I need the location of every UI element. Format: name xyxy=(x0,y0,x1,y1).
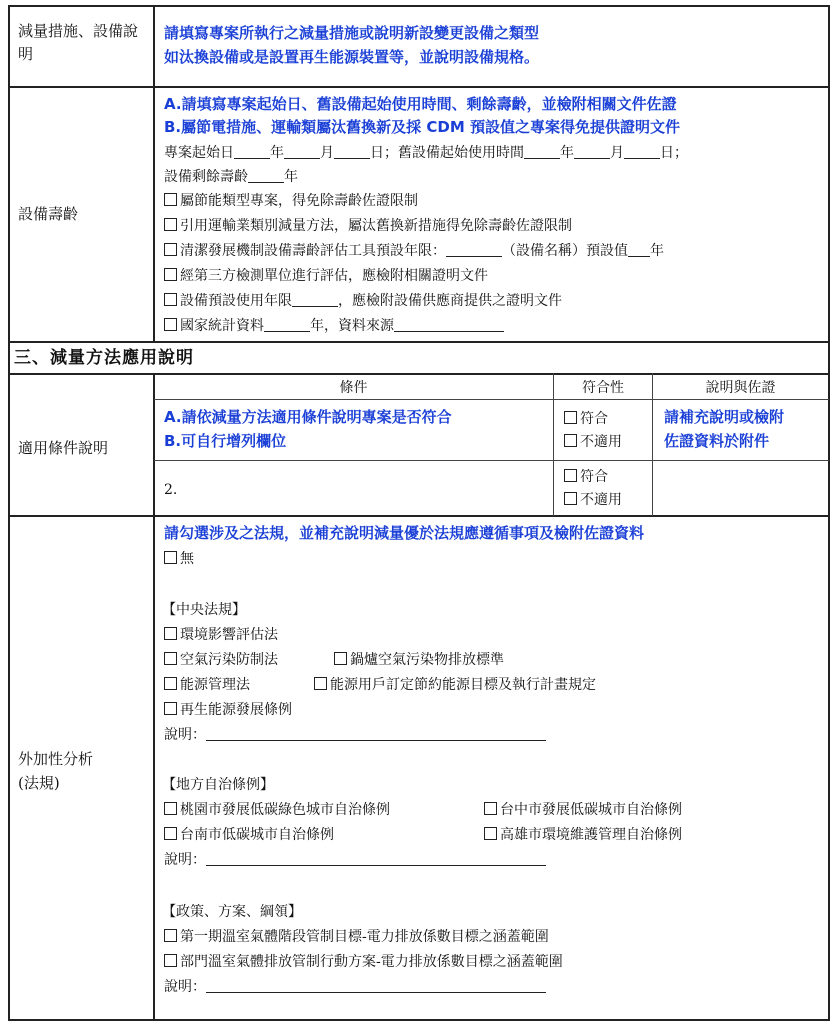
option-4-label: 經第三方檢測單位進行評估，應檢附相關證明文件 xyxy=(180,268,488,284)
label-column-divider-bottom xyxy=(153,373,155,1021)
row-divider-1 xyxy=(8,86,830,88)
local-heading: 【地方自治條例】 xyxy=(162,777,274,793)
header-compliance: 符合性 xyxy=(582,380,624,396)
condition-row1-line1: A.請依減量方法適用條件說明專案是否符合 xyxy=(164,408,452,426)
day-unit: 日； xyxy=(370,145,398,161)
central-explain-label: 說明： xyxy=(164,727,206,743)
label-column-divider-top xyxy=(153,5,155,343)
old-year-field[interactable] xyxy=(524,144,560,159)
row1-instruction-line1: 請填寫專案所執行之減量措施或說明新設變更設備之類型 xyxy=(164,24,540,42)
local-law-1b-label: 台中市發展低碳城市自治條例 xyxy=(500,802,682,818)
old-year-unit: 年 xyxy=(560,145,574,161)
option-2 xyxy=(164,214,572,238)
option-5-label: 設備預設使用年限 xyxy=(180,293,292,309)
policy-1-checkbox[interactable] xyxy=(164,929,177,942)
date-line xyxy=(164,141,688,165)
option-6-source-field[interactable] xyxy=(394,317,504,332)
central-law-3a-checkbox[interactable] xyxy=(164,677,177,690)
central-law-2b-label: 鍋爐空氣污染物排放標準 xyxy=(350,652,504,668)
row2-comply-option xyxy=(564,465,608,489)
option-6 xyxy=(164,314,504,338)
row1-na-label: 不適用 xyxy=(580,434,622,450)
row2-label: 設備壽齡 xyxy=(18,205,79,223)
row1-label: 減量措施、設備說明 xyxy=(18,22,139,63)
central-law-2b-checkbox[interactable] xyxy=(334,652,347,665)
local-law-2b-checkbox[interactable] xyxy=(484,827,497,840)
local-law-1b-checkbox[interactable] xyxy=(484,802,497,815)
row2-comply-checkbox[interactable] xyxy=(564,469,577,482)
local-law-1b xyxy=(484,798,682,822)
central-law-2b xyxy=(334,648,504,672)
row1-na-checkbox[interactable] xyxy=(564,434,577,447)
option-4 xyxy=(164,264,488,288)
policy-heading: 【政策、方案、綱領】 xyxy=(162,904,302,920)
row1-comply-label: 符合 xyxy=(580,411,608,427)
old-equipment-label: 舊設備起始使用時間 xyxy=(398,145,524,161)
policy-2-label: 部門溫室氣體排放管制行動方案-電力排放係數目標之涵蓋範圍 xyxy=(180,954,563,970)
central-law-3b xyxy=(314,673,596,697)
row2-na-checkbox[interactable] xyxy=(564,492,577,505)
row1-instruction-line2: 如汰換設備或是設置再生能源裝置等，並說明設備規格。 xyxy=(164,48,540,66)
option-2-checkbox[interactable] xyxy=(164,218,177,231)
none-label: 無 xyxy=(180,551,194,567)
row-divider-4 xyxy=(8,515,830,517)
local-law-2a-checkbox[interactable] xyxy=(164,827,177,840)
central-law-4 xyxy=(164,698,292,722)
central-law-4-checkbox[interactable] xyxy=(164,702,177,715)
option-2-label: 引用運輸業類別減量方法，屬汰舊換新措施得免除壽齡佐證限制 xyxy=(180,218,572,234)
option-3-equipment-field[interactable] xyxy=(446,242,502,257)
option-6-year-field[interactable] xyxy=(264,317,310,332)
central-law-3b-label: 能源用戶訂定節約能源目標及執行計畫規定 xyxy=(330,677,596,693)
old-day-field[interactable] xyxy=(624,144,660,159)
option-3-unit: 年 xyxy=(650,243,664,259)
policy-explain-label: 說明： xyxy=(164,979,206,995)
central-law-2a xyxy=(164,648,278,672)
option-6-suffix: 年，資料來源 xyxy=(310,318,394,334)
row1-note-line1: 請補充說明或檢附 xyxy=(664,408,785,426)
row2-instruction-line1: A.請填寫專案起始日、舊設備起始使用時間、剩餘壽齡，並檢附相關文件佐證 xyxy=(164,95,677,113)
central-law-3a xyxy=(164,673,250,697)
option-3-default-field[interactable] xyxy=(628,242,650,257)
condition-row2: 2. xyxy=(164,482,178,498)
row-divider-3 xyxy=(8,373,830,375)
table-right-border xyxy=(828,5,830,1021)
central-law-2a-checkbox[interactable] xyxy=(164,652,177,665)
section-3-title: 三、減量方法應用說明 xyxy=(14,348,194,368)
option-3 xyxy=(164,239,664,263)
central-heading: 【中央法規】 xyxy=(162,602,246,618)
option-1-label: 屬節能類型專案，得免除壽齡佐證限制 xyxy=(180,193,418,209)
policy-1 xyxy=(164,925,549,949)
old-day-unit: 日； xyxy=(660,145,688,161)
table-left-border xyxy=(8,5,10,1021)
local-explain-field[interactable] xyxy=(206,851,546,866)
option-3-label: 清潔發展機制設備壽齡評估工具預設年限： xyxy=(180,243,446,259)
central-law-4-label: 再生能源發展條例 xyxy=(180,702,292,718)
central-law-1-checkbox[interactable] xyxy=(164,627,177,640)
local-law-1a xyxy=(164,798,390,822)
local-explain-label: 說明： xyxy=(164,852,206,868)
row-divider-2 xyxy=(8,341,830,343)
option-1-checkbox[interactable] xyxy=(164,193,177,206)
none-checkbox[interactable] xyxy=(164,551,177,564)
central-explain-field[interactable] xyxy=(206,726,546,741)
option-3-name-label: （設備名稱）預設值 xyxy=(502,243,628,259)
local-explain xyxy=(164,848,546,872)
applicability-row-divider xyxy=(154,460,829,461)
option-6-label: 國家統計資料 xyxy=(180,318,264,334)
option-4-checkbox[interactable] xyxy=(164,268,177,281)
row2-na-option xyxy=(564,488,622,512)
option-5-checkbox[interactable] xyxy=(164,293,177,306)
start-day-field[interactable] xyxy=(334,144,370,159)
header-condition: 條件 xyxy=(339,380,368,396)
option-5-suffix: ，應檢附設備供應商提供之證明文件 xyxy=(338,293,562,309)
policy-explain-field[interactable] xyxy=(206,978,546,993)
local-law-1a-checkbox[interactable] xyxy=(164,802,177,815)
header-explanation: 說明與佐證 xyxy=(705,380,776,396)
none-option xyxy=(164,547,194,571)
row2-na-label: 不適用 xyxy=(580,492,622,508)
local-law-1a-label: 桃園市發展低碳綠色城市自治條例 xyxy=(180,802,390,818)
applicability-label: 適用條件說明 xyxy=(18,439,109,457)
start-year-field[interactable] xyxy=(234,144,270,159)
option-1 xyxy=(164,189,418,213)
table-top-border xyxy=(8,5,830,7)
condition-row1-line2: B.可自行增列欄位 xyxy=(164,432,287,450)
table-bottom-border xyxy=(8,1019,830,1021)
additionality-label-line1: 外加性分析 xyxy=(18,750,94,768)
month-unit: 月 xyxy=(320,145,334,161)
remaining-life-label: 設備剩餘壽齡 xyxy=(164,169,248,185)
central-law-1 xyxy=(164,623,278,647)
policy-1-label: 第一期溫室氣體階段管制目標-電力排放係數目標之涵蓋範圍 xyxy=(180,929,549,945)
central-law-1-label: 環境影響評估法 xyxy=(180,627,278,643)
local-law-2a-label: 台南市低碳城市自治條例 xyxy=(180,827,334,843)
old-month-unit: 月 xyxy=(610,145,624,161)
local-law-2b-label: 高雄市環境維護管理自治條例 xyxy=(500,827,682,843)
remaining-life-line xyxy=(164,165,298,189)
central-law-2a-label: 空氣污染防制法 xyxy=(180,652,278,668)
policy-2-checkbox[interactable] xyxy=(164,954,177,967)
row2-comply-label: 符合 xyxy=(580,469,608,485)
start-month-field[interactable] xyxy=(284,144,320,159)
remaining-life-field[interactable] xyxy=(248,168,284,183)
option-5 xyxy=(164,289,562,313)
applicability-header-divider xyxy=(154,399,829,400)
local-law-2b xyxy=(484,823,682,847)
row1-na-option xyxy=(564,430,622,454)
row1-comply-checkbox[interactable] xyxy=(564,411,577,424)
central-explain xyxy=(164,723,546,747)
row2-instruction-line2: B.屬節電措施、運輸類屬汰舊換新及採 CDM 預設值之專案得免提供證明文件 xyxy=(164,118,680,136)
old-month-field[interactable] xyxy=(574,144,610,159)
option-3-checkbox[interactable] xyxy=(164,243,177,256)
additionality-instruction: 請勾選涉及之法規，並補充說明減量優於法規應遵循事項及檢附佐證資料 xyxy=(164,524,645,542)
year-unit: 年 xyxy=(270,145,284,161)
central-law-3b-checkbox[interactable] xyxy=(314,677,327,690)
option-5-years-field[interactable] xyxy=(292,292,338,307)
central-law-3a-label: 能源管理法 xyxy=(180,677,250,693)
row1-note-line2: 佐證資料於附件 xyxy=(664,432,770,450)
start-date-label: 專案起始日 xyxy=(164,145,234,161)
option-6-checkbox[interactable] xyxy=(164,318,177,331)
local-law-2a xyxy=(164,823,334,847)
remaining-life-unit: 年 xyxy=(284,169,298,185)
policy-2 xyxy=(164,950,563,974)
row1-comply-option xyxy=(564,407,608,431)
additionality-label-line2: (法規) xyxy=(18,774,60,792)
policy-explain xyxy=(164,975,546,999)
